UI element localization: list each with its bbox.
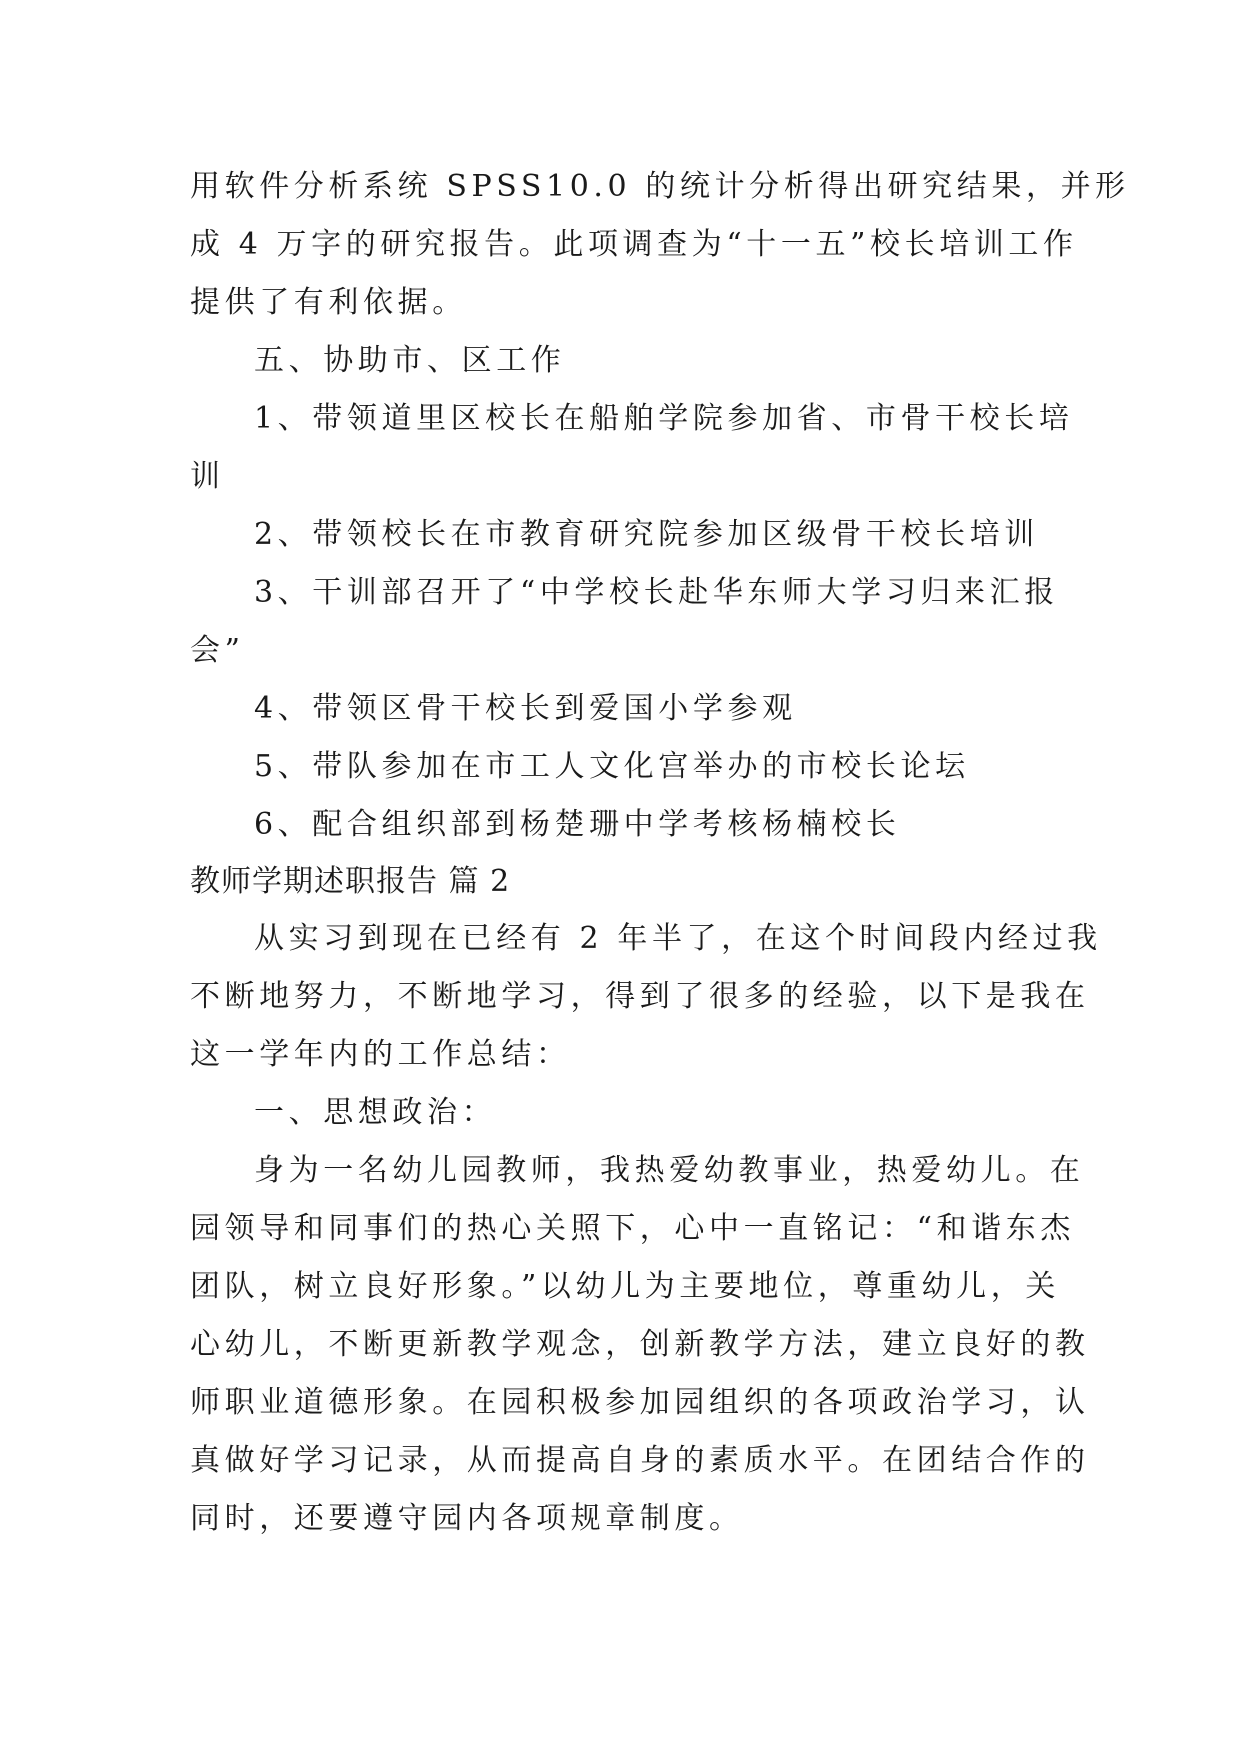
list-item: 2、带领校长在市教育研究院参加区级骨干校长培训 (254, 517, 1039, 552)
paragraph-line: 从实习到现在已经有 2 年半了，在这个时间段内经过我 (254, 921, 1102, 956)
document-content (190, 158, 1130, 1548)
paragraph-line: 提供了有利依据。 (190, 285, 467, 320)
paragraph-line: 用软件分析系统 SPSS10.0 的统计分析得出研究结果，并形 (190, 169, 1130, 204)
paragraph-line: 身为一名幼儿园教师，我热爱幼教事业，热爱幼儿。在 (254, 1153, 1085, 1188)
list-item: 1、带领道里区校长在船舶学院参加省、市骨干校长培 (254, 401, 1074, 436)
paragraph-line: 师职业道德形象。在园积极参加园组织的各项政治学习，认 (190, 1385, 1090, 1420)
paragraph-line: 成 4 万字的研究报告。此项调查为“十一五”校长培训工作 (190, 227, 1078, 262)
paragraph-line: 团队，树立良好形象。”以幼儿为主要地位，尊重幼儿，关 (190, 1269, 1060, 1304)
list-item: 3、干训部召开了“中学校长赴华东师大学习归来汇报 (254, 575, 1059, 610)
list-item-continuation: 训 (190, 459, 225, 494)
list-item: 6、配合组织部到杨楚珊中学考核杨楠校长 (254, 807, 901, 842)
subheading: 一、思想政治： (254, 1095, 497, 1130)
list-item-continuation: 会” (190, 633, 245, 668)
list-item: 4、带领区骨干校长到爱国小学参观 (254, 691, 797, 726)
section-heading: 五、协助市、区工作 (254, 343, 566, 378)
paragraph-line: 同时，还要遵守园内各项规章制度。 (190, 1501, 744, 1536)
paragraph-line: 真做好学习记录，从而提高自身的素质水平。在团结合作的 (190, 1443, 1090, 1478)
paragraph-line: 这一学年内的工作总结： (190, 1037, 571, 1072)
paragraph-line: 园领导和同事们的热心关照下，心中一直铭记：“和谐东杰 (190, 1211, 1075, 1246)
list-item: 5、带队参加在市工人文化宫举办的市校长论坛 (254, 749, 970, 784)
paragraph-line: 不断地努力，不断地学习，得到了很多的经验，以下是我在 (190, 979, 1090, 1014)
document-title: 教师学期述职报告 篇 2 (190, 864, 511, 899)
paragraph-line: 心幼儿，不断更新教学观念，创新教学方法，建立良好的教 (190, 1327, 1090, 1362)
